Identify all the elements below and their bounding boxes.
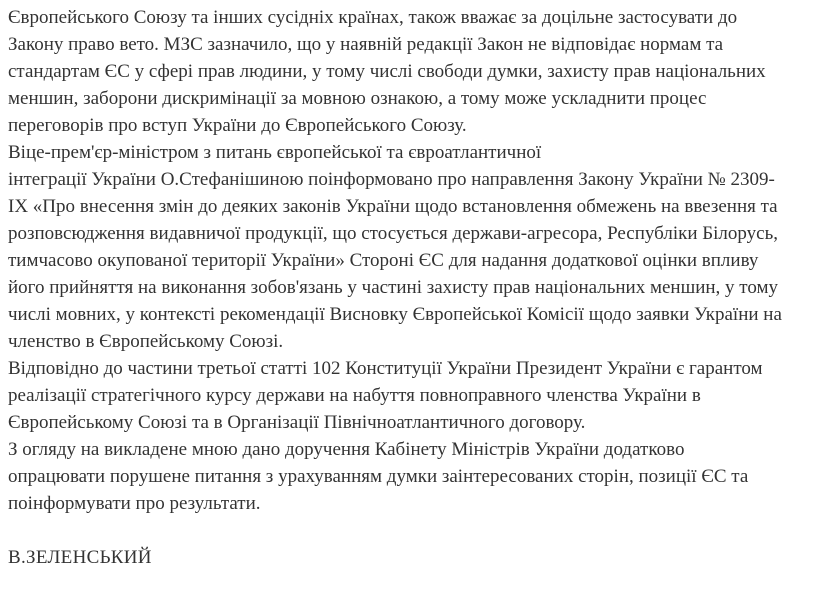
document-text-line: Відповідно до частини третьої статті 102 Конституції України Президент України є гарантом — [8, 358, 763, 379]
document-text-line: членство в Європейському Союзі. — [8, 331, 284, 352]
document-text-line: переговорів про вступ України до Європейського Союзу. — [8, 115, 467, 136]
document-text-line: З огляду на викладене мною дано доручення Кабінету Міністрів України додатково — [8, 439, 685, 460]
document-text-line: реалізації стратегічного курсу держави на набуття повноправного членства України в — [8, 385, 701, 406]
document-text-line: Закону право вето. МЗС зазначило, що у наявній редакції Закон не відповідає нормам та — [8, 34, 724, 55]
document-text-line: Європейському Союзі та в Організації Північноатлантичного договору. — [8, 412, 586, 433]
document-text-line: меншин, заборони дискримінації за мовною ознакою, а тому може ускладнити процес — [8, 88, 707, 109]
document-text-line: Європейського Союзу та інших сусідніх країнах, також вважає за доцільне застосувати до — [8, 7, 738, 28]
document-text-line: тимчасово окупованої території України» Стороні ЄС для надання додаткової оцінки впливу — [8, 250, 759, 271]
document-text-line: числі мовних, у контексті рекомендації Висновку Європейської Комісії щодо заявки України на — [8, 304, 782, 325]
paragraph-gap — [8, 517, 816, 544]
signature: В.ЗЕЛЕНСЬКИЙ — [8, 547, 152, 568]
document-text-line: стандартам ЄС у сфері прав людини, у тому числі свободи думки, захисту прав національних — [8, 61, 766, 82]
document-text-line: інтеграції України О.Стефанішиною поінформовано про направлення Закону України № 2309- — [8, 169, 775, 190]
document-text-line: ІХ «Про внесення змін до деяких законів України щодо встановлення обмежень на ввезення та — [8, 196, 778, 217]
document-text-line: опрацювати порушене питання з урахуванням думки заінтересованих сторін, позиції ЄС та — [8, 466, 749, 487]
document-text-line: поінформувати про результати. — [8, 493, 261, 514]
document-text-line: його прийняття на виконання зобов'язань у частині захисту прав національних меншин, у тому — [8, 277, 779, 298]
document-text-line: Віце-прем'єр-міністром з питань європейської та євроатлантичної — [8, 142, 542, 163]
document-text-line: розповсюдження видавничої продукції, що стосується держави-агресора, Республіки Білорусь, — [8, 223, 779, 244]
